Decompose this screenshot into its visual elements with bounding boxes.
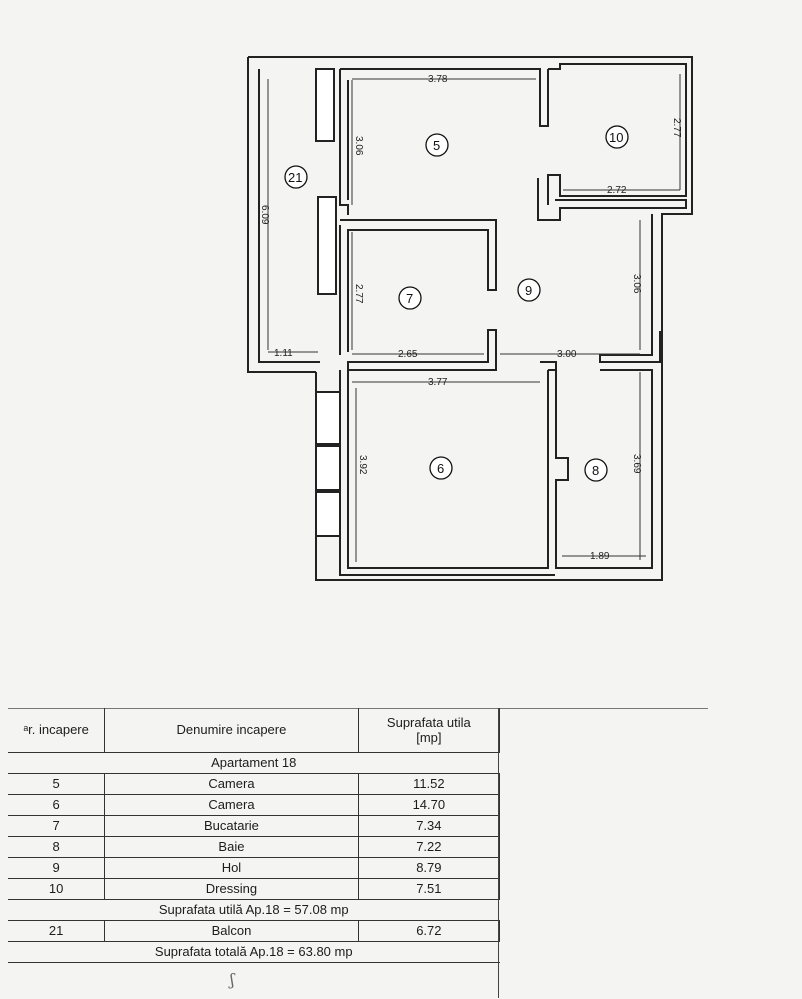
row-nr: 5 [8, 773, 105, 794]
room-number-7: 7 [406, 291, 414, 306]
dim-room7-height: 2.77 [353, 284, 364, 304]
table-row [8, 857, 500, 878]
room-number-10: 10 [609, 130, 624, 145]
row-name: Balcon [105, 920, 359, 941]
row-nr: 9 [8, 857, 105, 878]
row-area: 14.70 [358, 794, 499, 815]
handwritten-mark: ʃ [230, 970, 235, 989]
row-area: 11.52 [358, 773, 499, 794]
window-1 [316, 392, 340, 444]
row-name: Dressing [105, 878, 359, 899]
room-number-21: 21 [288, 170, 303, 185]
useful-total-row [8, 899, 500, 920]
apartment-title: Apartament 18 [8, 752, 500, 773]
dim-room8-width: 1.89 [590, 551, 610, 562]
table-row [8, 815, 500, 836]
area-table [8, 708, 500, 963]
room-number-5: 5 [433, 138, 441, 153]
header-name: Denumire incapere [105, 708, 359, 752]
header-area-line1: Suprafata utila [386, 714, 471, 730]
row-nr: 10 [8, 878, 105, 899]
row-name: Hol [105, 857, 359, 878]
grand-total-row [8, 941, 500, 962]
row-name: Baie [105, 836, 359, 857]
dim-room7-width: 2.65 [398, 349, 418, 360]
sheet-divider [498, 708, 499, 998]
dim-room10-height: 2.77 [671, 118, 682, 138]
row-name: Bucatarie [105, 815, 359, 836]
row-nr: 8 [8, 836, 105, 857]
row-area: 6.72 [358, 920, 499, 941]
dim-hall-width: 3.00 [557, 349, 577, 360]
useful-total: Suprafata utilă Ap.18 = 57.08 mp [8, 899, 500, 920]
row-name: Camera [105, 794, 359, 815]
dim-room8-height: 3.69 [631, 454, 642, 474]
row-area: 8.79 [358, 857, 499, 878]
window-3 [316, 492, 340, 536]
window-2 [316, 446, 340, 490]
apartment-title-row [8, 752, 500, 773]
dim-room10-width: 2.72 [607, 185, 627, 196]
row-area: 7.22 [358, 836, 499, 857]
row-nr: 7 [8, 815, 105, 836]
dim-balcony-height: 6.09 [259, 205, 270, 225]
balcony-column-top [316, 69, 334, 141]
row-area: 7.51 [358, 878, 499, 899]
row-name: Camera [105, 773, 359, 794]
room5-wall [340, 69, 348, 215]
dim-room5-height: 3.06 [353, 136, 364, 156]
dim-room5-width: 3.78 [428, 74, 448, 85]
table-row [8, 773, 500, 794]
dim-balcony-width: 1.11 [274, 348, 293, 359]
table-row [8, 878, 500, 899]
table-header-row [8, 708, 500, 752]
balcony-column-bottom [318, 197, 336, 294]
row-nr: 21 [8, 920, 105, 941]
row-nr: 6 [8, 794, 105, 815]
room-number-8: 8 [592, 463, 600, 478]
balcony-row [8, 920, 500, 941]
dim-hall-height: 3.06 [631, 274, 642, 294]
room-number-6: 6 [437, 461, 445, 476]
dim-room6-height: 3.92 [357, 455, 368, 475]
header-number: ᵃr. incapere [8, 708, 105, 752]
table-row [8, 794, 500, 815]
dim-room6-width: 3.77 [428, 377, 448, 388]
grand-total: Suprafata totală Ap.18 = 63.80 mp [8, 941, 500, 962]
header-area [358, 708, 499, 752]
table-row [8, 836, 500, 857]
row-area: 7.34 [358, 815, 499, 836]
header-area-line2: [mp] [416, 729, 442, 745]
room-number-9: 9 [525, 283, 533, 298]
